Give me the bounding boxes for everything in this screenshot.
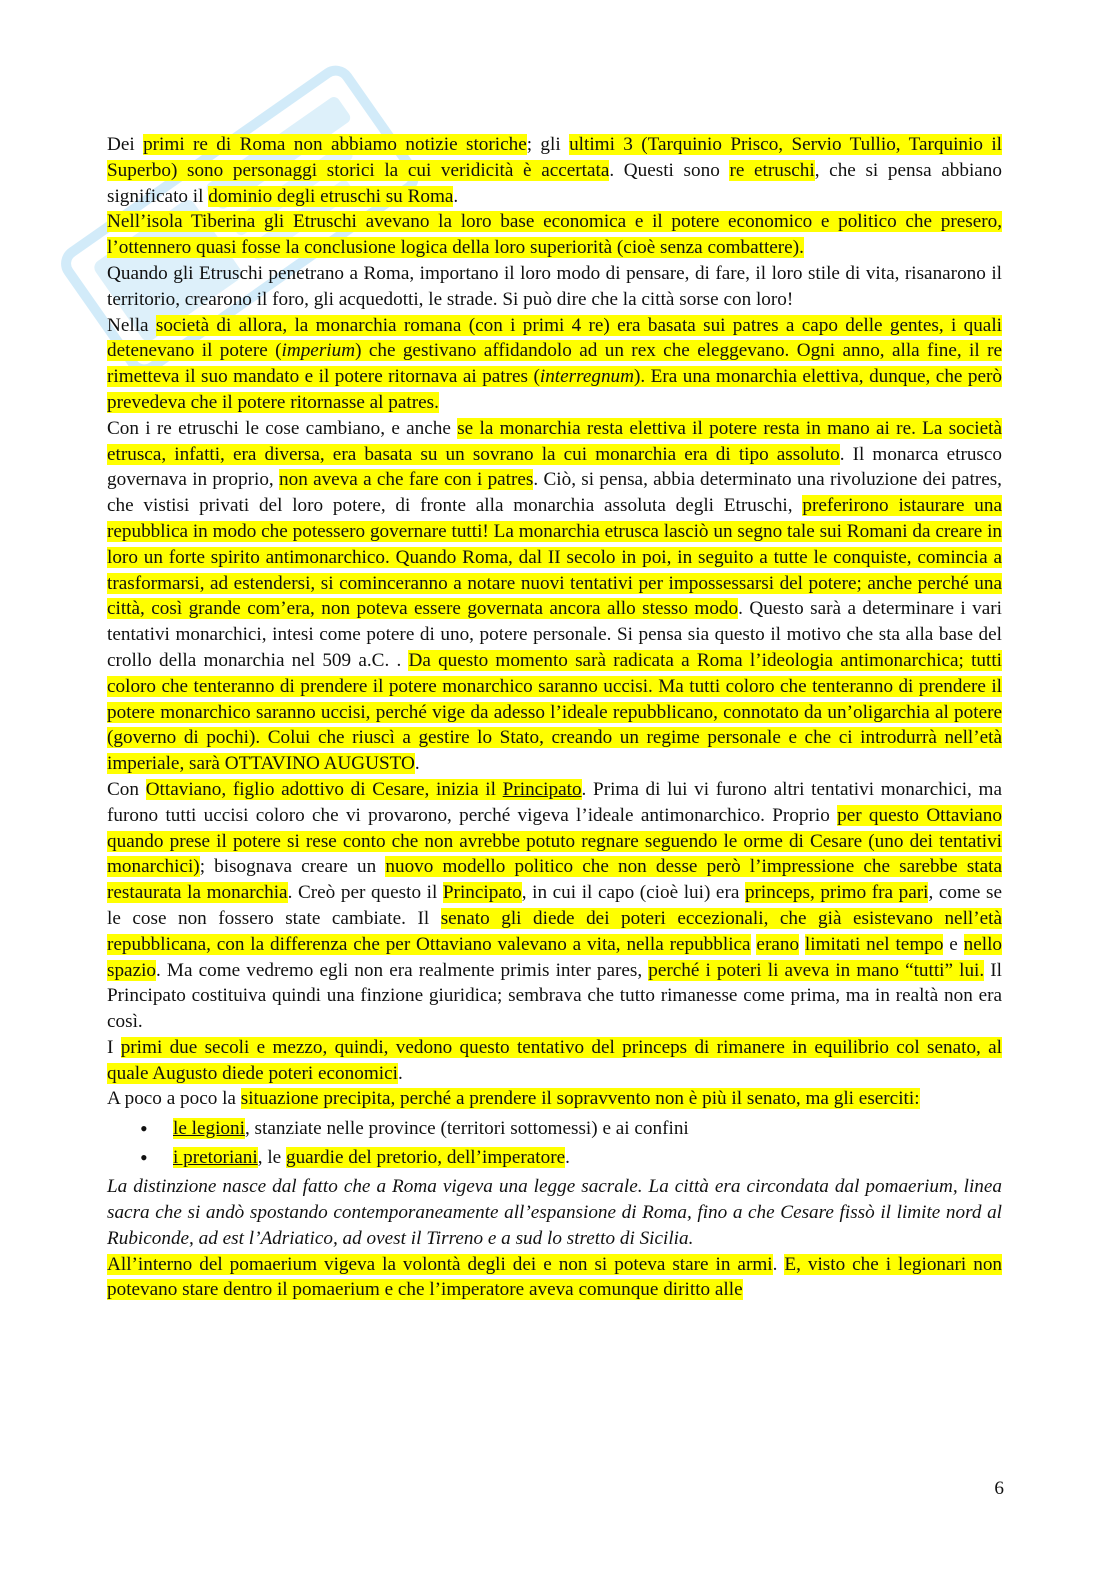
paragraph-6: Con Ottaviano, figlio adottivo di Cesare, inizia il Principato. Prima di lui vi furono altri tentativi monarchici, ma furono tutti uccisi coloro che vi provarono, perché vigeva l’ideale antimonarchico. Proprio per questo Ottaviano quando prese il potere si rese conto che non avrebbe potuto regnare seguendo le orme di Cesare (uno dei tentativi monarchici); bisognava creare un nuovo modello politico che non desse però l’impressione che sarebbe stata restaurata la monarchia. Creò per questo il Principato, in cui il capo (cioè lui) era princeps, primo fra pari, come se le cose non fossero state cambiate. Il senato gli diede dei poteri eccezionali, che già esistevano nell’età repubblicana, con la differenza che per Ottaviano valevano a vita, nella repubblica erano limitati nel tempo e nello spazio. Ma come vedremo egli non era realmente primis inter pares, perché i poteri li aveva in mano “tutti” lui. Il Principato costituiva quindi una finzione giuridica; sembrava che tutto rimanesse come prima, ma in realtà non era così. — [107, 778, 1003, 1033]
list-item: • le legioni, stanziate nelle province (territori sottomessi) e ai confini — [173, 1114, 1002, 1143]
paragraph-9: La distinzione nasce dal fatto che a Roma vigeva una legge sacrale. La città era circondata dal pomaerium, linea sacra che si andò spostando contemporaneamente all’espansione di Roma, fino a che Cesare fissò il limite nord al Rubiconde, ad est l’Adriatico, ad ovest il Tirreno e a sud lo stretto di Sicilia. — [107, 1176, 1002, 1249]
list-item: • i pretoriani, le guardie del pretorio, dell’imperatore. — [173, 1143, 1002, 1172]
paragraph-2: Nell’isola Tiberina gli Etruschi avevano la loro base economica e il potere economico e politico che presero, l’ottennero quasi fosse la conclusione logica della loro superiorità (cioè senza combattere). — [107, 211, 1002, 259]
bullet-list — [107, 1114, 1002, 1172]
paragraph-1: Dei primi re di Roma non abbiamo notizie storiche; gli ultimi 3 (Tarquinio Prisco, Servio Tullio, Tarquinio il Superbo) sono personaggi storici la cui veridicità è accertata. Questi sono re etruschi, che si pensa abbiano significato il dominio degli etruschi su Roma. — [107, 134, 1002, 207]
paragraph-8: A poco a poco la situazione precipita, perché a prendere il sopravvento non è più il senato, ma gli eserciti: — [107, 1088, 920, 1110]
paragraph-4: Nella società di allora, la monarchia romana (con i primi 4 re) era basata sui patres a capo delle gentes, i quali detenevano il potere (imperium) che gestivano affidandolo ad un rex che eleggevano. Ogni anno, alla fine, il re rimetteva il suo mandato e il potere ritornava ai patres (interregnum). Era una monarchia elettiva, dunque, che però prevedeva che il potere ritornasse al patres. — [107, 314, 1003, 413]
document-body — [107, 132, 1002, 1303]
paragraph-3: Quando gli Etruschi penetrano a Roma, importano il loro modo di pensare, di fare, il loro stile di vita, risanarono il territorio, crearono il foro, gli acquedotti, le strade. Si può dire che la città sorse con loro! — [107, 262, 1002, 310]
page-number: 6 — [994, 1478, 1004, 1499]
paragraph-7: I primi due secoli e mezzo, quindi, vedono questo tentativo del princeps di rimanere in equilibrio col senato, al quale Augusto diede poteri economici. — [107, 1036, 1003, 1084]
paragraph-10: All’interno del pomaerium vigeva la volontà degli dei e non si poteva stare in armi. E, visto che i legionari non potevano stare dentro il pomaerium e che l’imperatore aveva comunque diritto alle — [107, 1253, 1003, 1301]
paragraph-5: Con i re etruschi le cose cambiano, e anche se la monarchia resta elettiva il potere resta in mano ai re. La società etrusca, infatti, era diversa, era basata su un sovrano la cui monarchia era di tipo assoluto. Il monarca etrusco governava in proprio, non aveva a che fare con i patres. Ciò, si pensa, abbia determinato una rivoluzione dei patres, che vistisi privati del loro potere, di fronte alla monarchia assoluta degli Etruschi, preferirono istaurare una repubblica in modo che potessero governare tutti! La monarchia etrusca lasciò un segno tale sui Romani da creare in loro un forte spirito antimonarchico. Quando Roma, dal II secolo in poi, in seguito a tutte le conquiste, comincia a trasformarsi, ad estendersi, si cominceranno a notare nuovi tentativi per impossessarsi del potere; anche perché una città, così grande com’era, non poteva essere governata ancora allo stesso modo. Questo sarà a determinare i vari tentativi monarchici, intesi come potere di uno, potere personale. Si pensa sia questo il motivo che sta alla base del crollo della monarchia nel 509 a.C. . Da questo momento sarà radicata a Roma l’ideologia antimonarchica; tutti coloro che tenteranno di prendere il potere monarchico saranno uccisi. Ma tutti coloro che tenteranno di prendere il potere monarchico saranno uccisi, perché vige da adesso l’ideale repubblicano, connotato da un’oligarchia al potere (governo di pochi). Colui che riuscì a gestire lo Stato, creando un regime personale e che ci introdurrà nell’età imperiale, sarà OTTAVINO AUGUSTO. — [107, 417, 1003, 775]
